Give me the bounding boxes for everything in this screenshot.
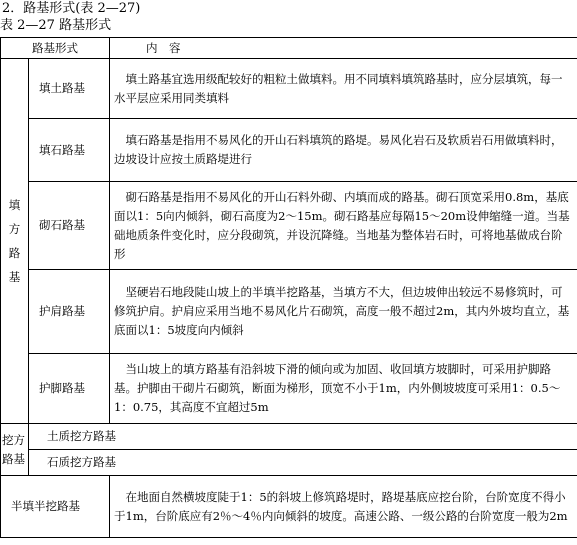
- row-name: 填土路基: [29, 59, 110, 119]
- section-heading: 2．路基形式(表 2—27): [2, 1, 141, 16]
- header-content: 内 容: [110, 38, 577, 59]
- cut-group-label-top: 挖方: [1, 424, 29, 450]
- row-content: 填石路基是指用不易风化的开山石料填筑的路堤。易风化岩石及软质岩石用做填料时，边坡设计应按土质路堤进行: [110, 119, 577, 182]
- row-name: 土质挖方路基: [29, 424, 577, 450]
- header-row: [1, 38, 577, 59]
- table-row: [1, 476, 577, 538]
- row-content: 当山坡上的填方路基有沿斜坡下滑的倾向或为加固、收回填方坡脚时，可采用护脚路基。护脚由干砌片石砌筑，断面为梯形，顶宽不小于1m，内外侧坡坡度可采用1：0.5～1：0.75，其高度不宜超过5m: [110, 354, 577, 424]
- table-title: 表 2—27 路基形式: [0, 18, 112, 33]
- row-name: 填石路基: [29, 119, 110, 182]
- fill-group-char: 路: [8, 246, 21, 260]
- table-row: [1, 424, 577, 450]
- table-row: [1, 450, 577, 476]
- row-content: 坚硬岩石地段陡山坡上的半填半挖路基，当填方不大，但边坡伸出较远不易修筑时，可修筑护肩。护肩应采用当地不易风化片石砌筑，高度一般不超过2m，其内外坡均直立，基底面以1：5坡度向内倾斜: [110, 270, 577, 354]
- table-row: [1, 119, 577, 182]
- row-content: 在地面自然横坡度陡于1：5的斜坡上修筑路堤时，路堤基底应挖台阶，台阶宽度不得小于1m，台阶底应有2％～4％内向倾斜的坡度。高速公路、一级公路的台阶宽度一般为2m: [110, 476, 577, 538]
- table-row: [1, 182, 577, 270]
- cut-group-label-bottom: 路基: [1, 450, 29, 476]
- fill-group-char: 基: [8, 270, 21, 284]
- fill-group-char: 方: [8, 222, 21, 236]
- fill-group-label: [1, 59, 29, 424]
- table-row: [1, 59, 577, 119]
- row-content: 砌石路基是指用不易风化的开山石料外砌、内填而成的路基。砌石顶宽采用0.8m，基底面以1：5向内倾斜，砌石高度为2～15m。砌石路基应每隔15～20m设伸缩缝一道。当基础地质条件变化时，应分段砌筑，并设沉降缝。当地基为整体岩石时，可将地基做成台阶形: [110, 182, 577, 270]
- table-row: [1, 270, 577, 354]
- header-type: 路基形式: [1, 38, 110, 59]
- row-name: 半填半挖路基: [1, 476, 110, 538]
- row-name: 石质挖方路基: [29, 450, 577, 476]
- row-name: 砌石路基: [29, 182, 110, 270]
- row-name: 护肩路基: [29, 270, 110, 354]
- row-name: 护脚路基: [29, 354, 110, 424]
- table-row: [1, 354, 577, 424]
- row-content: 填土路基宜选用级配较好的粗粒土做填料。用不同填料填筑路基时，应分层填筑，每一水平层应采用同类填料: [110, 59, 577, 119]
- road-base-table: [0, 37, 577, 538]
- fill-group-char: 填: [8, 198, 21, 212]
